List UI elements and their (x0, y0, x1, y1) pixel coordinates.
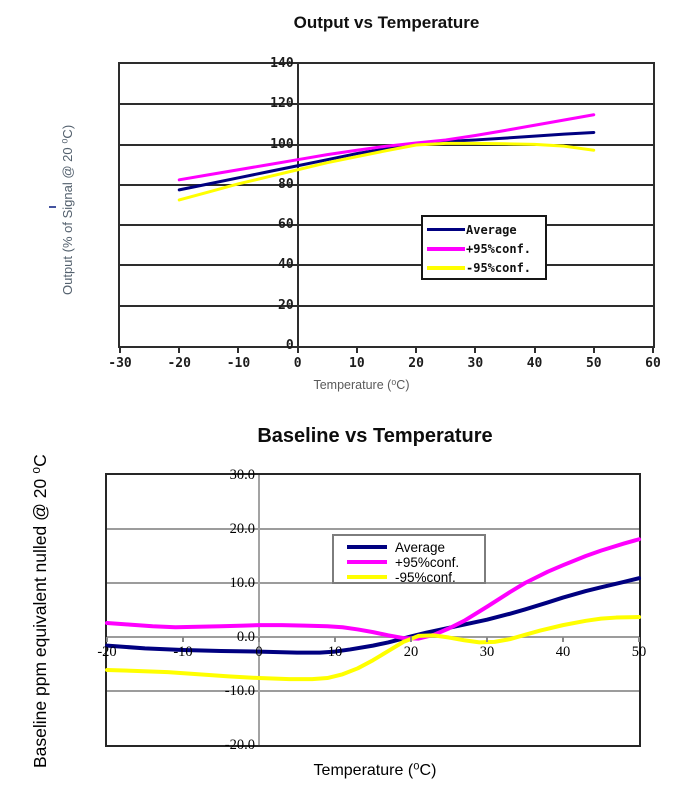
legend-item-minus95conf (427, 258, 545, 277)
legend-label: Average (466, 222, 517, 237)
y-tick-label: 100 (270, 136, 294, 152)
y-tick-label: 120 (270, 96, 294, 112)
x-tick-mark (356, 348, 358, 353)
chart-title: Baseline vs Temperature (257, 425, 493, 447)
minus95conf-line-swatch (427, 266, 465, 270)
y-tick-label: 140 (270, 56, 294, 71)
x-tick-label: -20 (167, 356, 191, 371)
x-tick-mark (652, 348, 654, 353)
y-tick-label: -20.0 (224, 737, 255, 753)
x-tick-label: 30 (479, 644, 495, 660)
plot-area (108, 56, 661, 371)
legend (421, 215, 547, 280)
x-tick-label: 10 (349, 356, 365, 371)
y-tick-label: 0.0 (236, 629, 255, 645)
plot-area (97, 467, 647, 753)
legend-item-average (347, 540, 484, 554)
x-tick-mark (297, 348, 299, 353)
x-tick-mark (415, 348, 417, 353)
x-tick-label: -30 (108, 356, 132, 371)
x-tick-label: 0 (255, 644, 263, 660)
legend-label: -95%conf. (466, 260, 532, 275)
x-tick-label: 50 (585, 356, 602, 371)
stray-mark (49, 206, 56, 208)
x-tick-mark (474, 348, 476, 353)
legend-item-plus95conf (427, 239, 545, 258)
x-axis-title: Temperature (⁰C) (313, 378, 410, 392)
x-axis-title: Temperature (⁰C) (313, 762, 437, 779)
y-tick-label: 30.0 (229, 467, 255, 483)
y-tick-label: 40 (278, 257, 294, 273)
y-tick-label: 0 (285, 338, 294, 353)
y-axis-title: Output (% of Signal @ 20 ⁰C) (60, 124, 75, 296)
chart-title: Output vs Temperature (293, 13, 480, 32)
x-tick-mark (119, 348, 121, 353)
x-tick-label: -20 (97, 644, 117, 660)
minus95conf-line-swatch (347, 575, 387, 579)
x-tick-label: 10 (327, 644, 343, 660)
y-tick-label: 10.0 (229, 575, 255, 591)
average-line-swatch (427, 228, 465, 231)
average-line-swatch (347, 545, 387, 549)
x-tick-label: 40 (555, 644, 571, 660)
y-tick-label: 60 (278, 217, 294, 233)
x-tick-labels (108, 64, 661, 371)
x-tick-label: 50 (631, 644, 647, 660)
y-tick-label: 20 (278, 297, 294, 313)
x-tick-label: 20 (403, 644, 419, 660)
x-tick-label: -10 (226, 356, 251, 371)
plus95conf-line-swatch (347, 560, 387, 564)
x-tick-label: 20 (408, 356, 424, 371)
x-tick-label: 60 (645, 356, 661, 371)
legend-label: +95%conf. (466, 241, 532, 256)
y-tick-label: -10.0 (224, 683, 255, 699)
legend-label: Average (395, 539, 446, 555)
x-tick-mark (178, 348, 180, 353)
x-tick-labels (97, 475, 647, 745)
legend-item-minus95conf (347, 570, 484, 584)
x-tick-label: 30 (467, 356, 484, 371)
legend (332, 534, 486, 584)
legend-label: +95%conf. (395, 554, 460, 570)
x-tick-label: 40 (526, 356, 543, 371)
legend-item-plus95conf (347, 555, 484, 569)
legend-label: -95%conf. (395, 569, 456, 585)
y-axis-title: Baseline ppm equivalent nulled @ 20 ⁰C (30, 454, 50, 768)
legend-item-average (427, 220, 545, 239)
y-tick-label: 80 (278, 176, 294, 192)
x-tick-mark (534, 348, 536, 353)
plus95conf-line-swatch (427, 247, 465, 251)
x-tick-label: -10 (173, 644, 193, 660)
y-tick-label: 20.0 (229, 521, 255, 537)
x-tick-mark (593, 348, 595, 353)
x-tick-label: 0 (293, 356, 302, 371)
